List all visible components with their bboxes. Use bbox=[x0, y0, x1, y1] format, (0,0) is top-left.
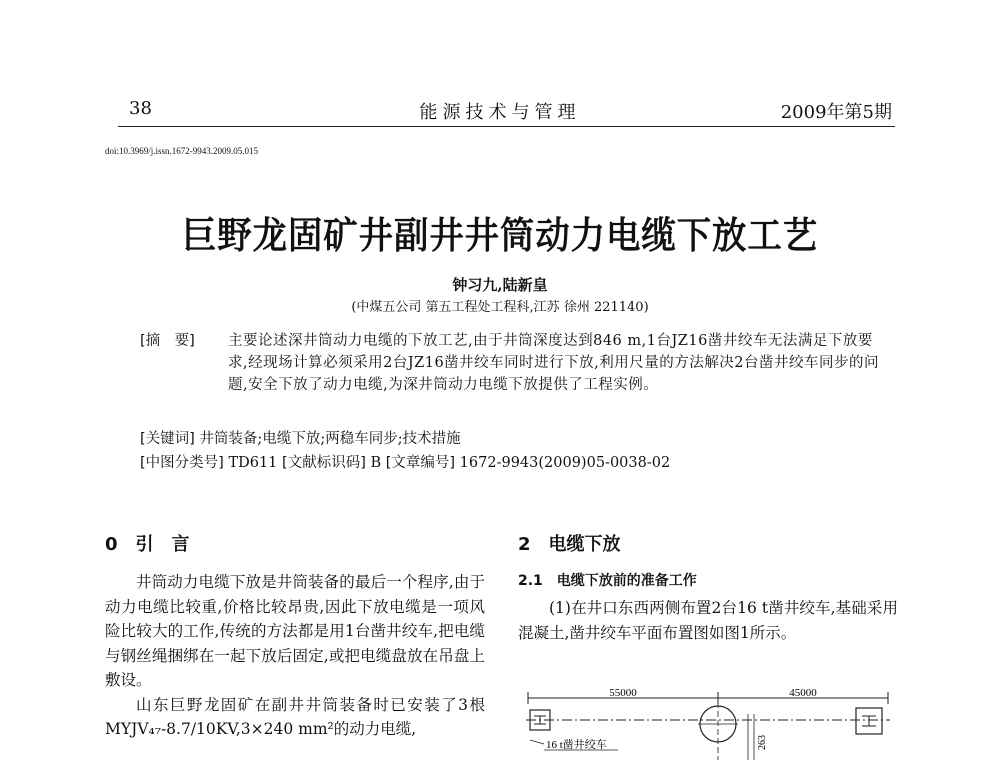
dimension-right: 45000 bbox=[789, 688, 817, 699]
right-column bbox=[518, 530, 898, 645]
winch-label: 16 t凿井绞车 bbox=[546, 739, 607, 751]
intro-paragraph-1: 井筒动力电缆下放是井筒装备的最后一个程序,由于动力电缆比较重,价格比较昂贵,因此下放电缆是一项风险比较大的工作,传统的方法都是用1台凿井绞车,把电缆与钢丝绳捆绑在一起下放后固定,或把电缆盘放在吊盘上敷设。 bbox=[105, 573, 485, 689]
section-2-1-heading: 2.1 电缆下放前的准备工作 bbox=[518, 573, 697, 589]
doc-code-value: B bbox=[370, 455, 382, 471]
affiliation: (中煤五公司 第五工程处工程科,江苏 徐州 221140) bbox=[351, 300, 649, 315]
section-2-1-paragraph: (1)在井口东西两侧布置2台16 t凿井绞车,基础采用混凝土,凿井绞车平面布置图如图1所示。 bbox=[518, 599, 898, 642]
clc-label: [中图分类号] bbox=[140, 455, 224, 471]
paper-title: 巨野龙固矿井副井井筒动力电缆下放工艺 bbox=[181, 214, 819, 257]
abstract bbox=[140, 330, 880, 396]
doi: doi:10.3969/j.issn.1672-9943.2009.05.015 bbox=[105, 146, 259, 156]
classification bbox=[140, 452, 880, 474]
dimension-left: 55000 bbox=[609, 688, 637, 699]
doc-code-label: [文献标识码] bbox=[282, 455, 366, 471]
keywords-text: 井筒装备;电缆下放;两稳车同步;技术措施 bbox=[199, 431, 461, 447]
article-number-value: 1672-9943(2009)05-0038-02 bbox=[459, 455, 671, 471]
journal-title: 能源技术与管理 bbox=[419, 102, 581, 123]
clc-value: TD611 bbox=[228, 455, 278, 471]
authors: 钟习九,陆新皇 bbox=[452, 276, 548, 294]
keywords bbox=[140, 428, 880, 450]
left-column bbox=[105, 530, 485, 742]
abstract-text: 主要论述深井筒动力电缆的下放工艺,由于井筒深度达到846 m,1台JZ16凿井绞车无法满足下放要求,经现场计算必须采用2台JZ16凿井绞车同时进行下放,利用尺量的方法解决2台凿井绞车同步的问题,安全下放了动力电缆,为深井筒动力电缆下放提供了工程实例。 bbox=[228, 333, 880, 393]
header-rule bbox=[118, 126, 895, 127]
keywords-label: [关键词] bbox=[140, 431, 195, 447]
article-number-label: [文章编号] bbox=[385, 455, 456, 471]
dimension-vertical: 263 bbox=[757, 735, 768, 750]
section-2-heading: 2 电缆下放 bbox=[518, 534, 621, 555]
intro-paragraph-2: 山东巨野龙固矿在副井井筒装备时已安装了3根MYJV₄₇-8.7/10KV,3×240 mm²的动力电缆, bbox=[105, 695, 485, 738]
winch-layout-figure bbox=[518, 688, 898, 760]
intro-heading: 0 引 言 bbox=[105, 534, 190, 555]
abstract-label: [摘 要] bbox=[140, 333, 195, 349]
issue-label: 2009年第5期 bbox=[780, 102, 892, 123]
page-number: 38 bbox=[129, 98, 152, 119]
